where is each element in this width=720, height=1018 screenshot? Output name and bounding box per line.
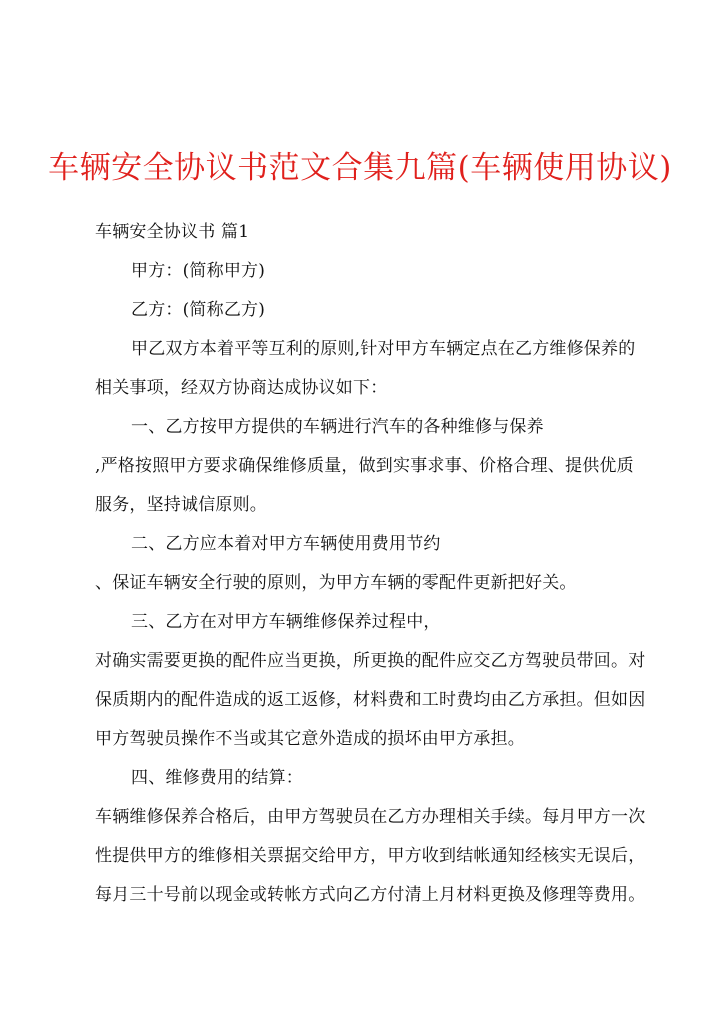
- document-title: 车辆安全协议书范文合集九篇(车辆使用协议): [48, 150, 672, 186]
- paragraph-line: 二、乙方应本着对甲方车辆使用费用节约: [131, 534, 441, 554]
- paragraph-line: 服务，坚持诚信原则。: [95, 495, 267, 515]
- section-heading: 车辆安全协议书 篇1: [95, 222, 250, 242]
- party-a-line: 甲方：(简称甲方): [131, 261, 266, 281]
- paragraph-line: 甲乙双方本着平等互利的原则,针对甲方车辆定点在乙方维修保养的: [131, 339, 636, 359]
- paragraph-line: 一、乙方按甲方提供的车辆进行汽车的各种维修与保养: [131, 417, 544, 437]
- paragraph-line: 对确实需要更换的配件应当更换，所更换的配件应交乙方驾驶员带回。对: [95, 651, 646, 671]
- paragraph-line: 四、维修费用的结算：: [131, 768, 303, 788]
- paragraph-line: 每月三十号前以现金或转帐方式向乙方付清上月材料更换及修理等费用。: [95, 885, 646, 905]
- paragraph-line: 、保证车辆安全行驶的原则，为甲方车辆的零配件更新把好关。: [95, 573, 577, 593]
- paragraph-line: 性提供甲方的维修相关票据交给甲方，甲方收到结帐通知经核实无误后，: [95, 846, 646, 866]
- paragraph-line: 相关事项，经双方协商达成协议如下：: [95, 378, 388, 398]
- paragraph-line: 保质期内的配件造成的返工返修，材料费和工时费均由乙方承担。但如因: [95, 690, 646, 710]
- party-b-line: 乙方：(简称乙方): [131, 300, 266, 320]
- paragraph-line: 车辆维修保养合格后，由甲方驾驶员在乙方办理相关手续。每月甲方一次: [95, 807, 646, 827]
- paragraph-line: 三、乙方在对甲方车辆维修保养过程中，: [131, 612, 441, 632]
- paragraph-line: 甲方驾驶员操作不当或其它意外造成的损坏由甲方承担。: [95, 729, 525, 749]
- paragraph-line: ,严格按照甲方要求确保维修质量，做到实事求事、价格合理、提供优质: [95, 456, 634, 476]
